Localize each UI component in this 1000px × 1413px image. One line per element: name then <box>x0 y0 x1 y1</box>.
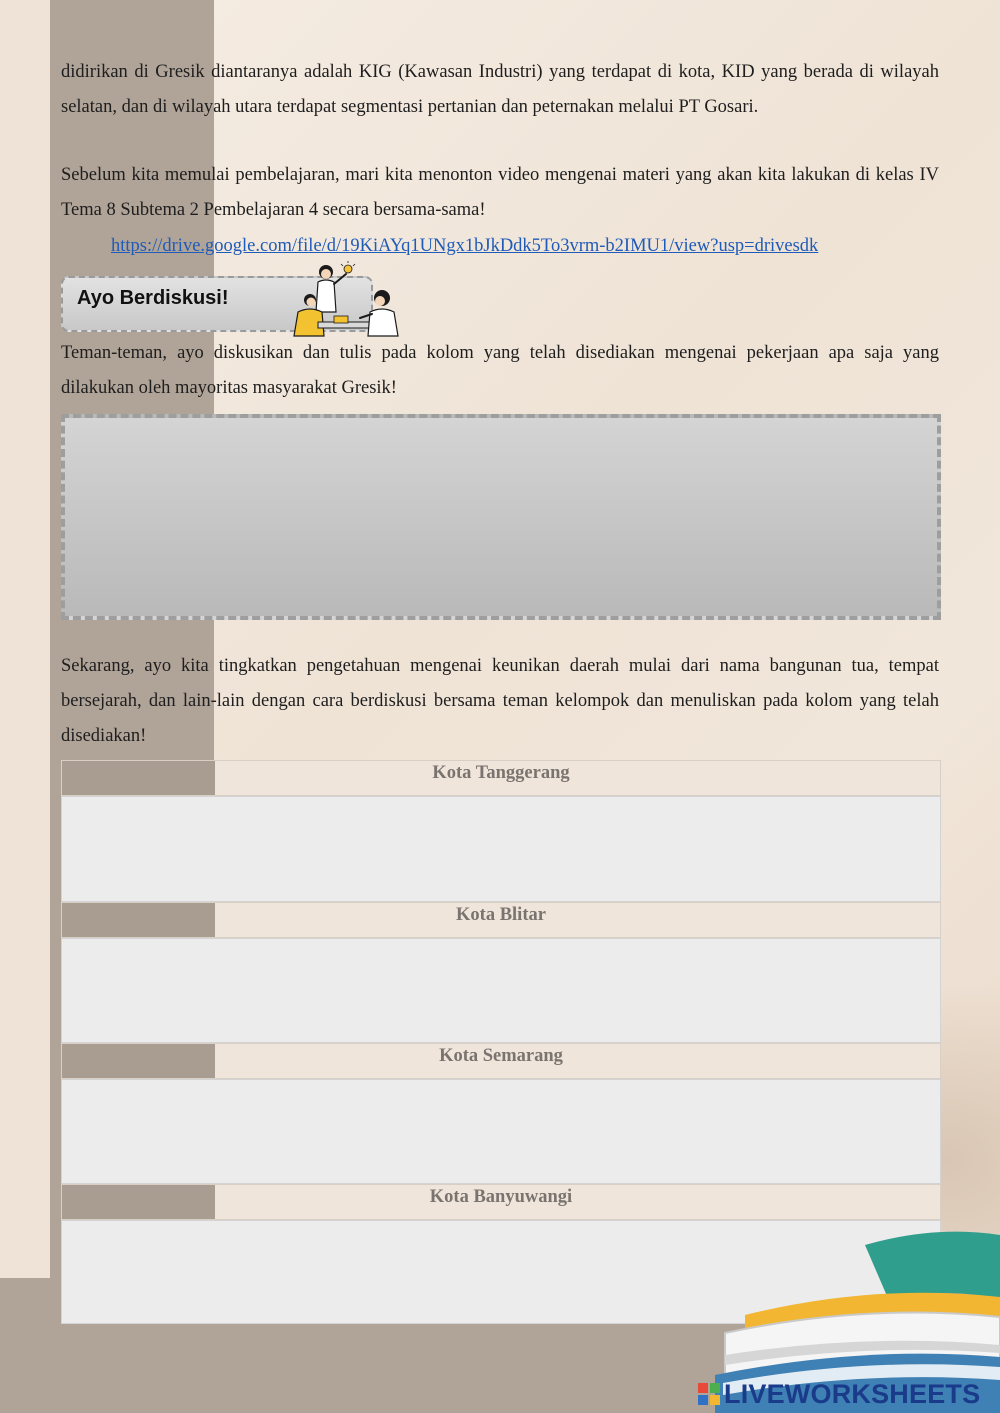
uniqueness-paragraph: Sekarang, ayo kita tingkatkan pengetahuan mengenai keunikan daerah mulai dari nama bangunan tua, tempat bersejarah, dan lain-lain dengan cara berdiskusi bersama teman kelompok dan menuliskan pada kolom yang telah disediakan! <box>61 656 939 746</box>
liveworksheets-wordmark: LIVEWORKSHEETS <box>724 1378 981 1409</box>
city-header-blitar <box>61 902 941 938</box>
city-name: Kota Tanggerang <box>432 763 570 783</box>
city-answer-semarang[interactable] <box>61 1079 941 1184</box>
city-answer-tanggerang[interactable] <box>61 796 941 902</box>
video-paragraph: Sebelum kita memulai pembelajaran, mari kita menonton video mengenai materi yang akan kita lakukan di kelas IV Tema 8 Subtema 2 Pembelajaran 4 secara bersama-sama! <box>61 165 939 220</box>
background-left-strip <box>0 0 50 1278</box>
liveworksheets-badge-icon <box>698 1383 720 1405</box>
city-header-semarang <box>61 1043 941 1079</box>
city-name: Kota Blitar <box>456 905 546 925</box>
discussion-paragraph: Teman-teman, ayo diskusikan dan tulis pada kolom yang telah disediakan mengenai pekerjaan apa saja yang dilakukan oleh mayoritas masyarakat Gresik! <box>61 343 939 398</box>
video-link[interactable]: https://drive.google.com/file/d/19KiAYq1UNgx1bJkDdk5To3vrm-b2IMU1/view?usp=drivesdk <box>111 236 819 256</box>
liveworksheets-logo <box>698 1376 980 1412</box>
city-answer-blitar[interactable] <box>61 938 941 1043</box>
city-header-tanggerang <box>61 760 941 796</box>
intro-paragraph: didirikan di Gresik diantaranya adalah KIG (Kawasan Industri) yang terdapat di kota, KID yang berada di wilayah selatan, dan di wilayah utara terdapat segmentasi pertanian dan peternakan melalui PT Gosari. <box>61 62 939 117</box>
city-name: Kota Semarang <box>439 1046 563 1066</box>
discussion-answer-box[interactable] <box>61 414 941 620</box>
city-name: Kota Banyuwangi <box>429 1187 573 1207</box>
discussion-banner-title: Ayo Berdiskusi! <box>77 287 229 309</box>
students-discussion-illustration <box>288 260 413 340</box>
